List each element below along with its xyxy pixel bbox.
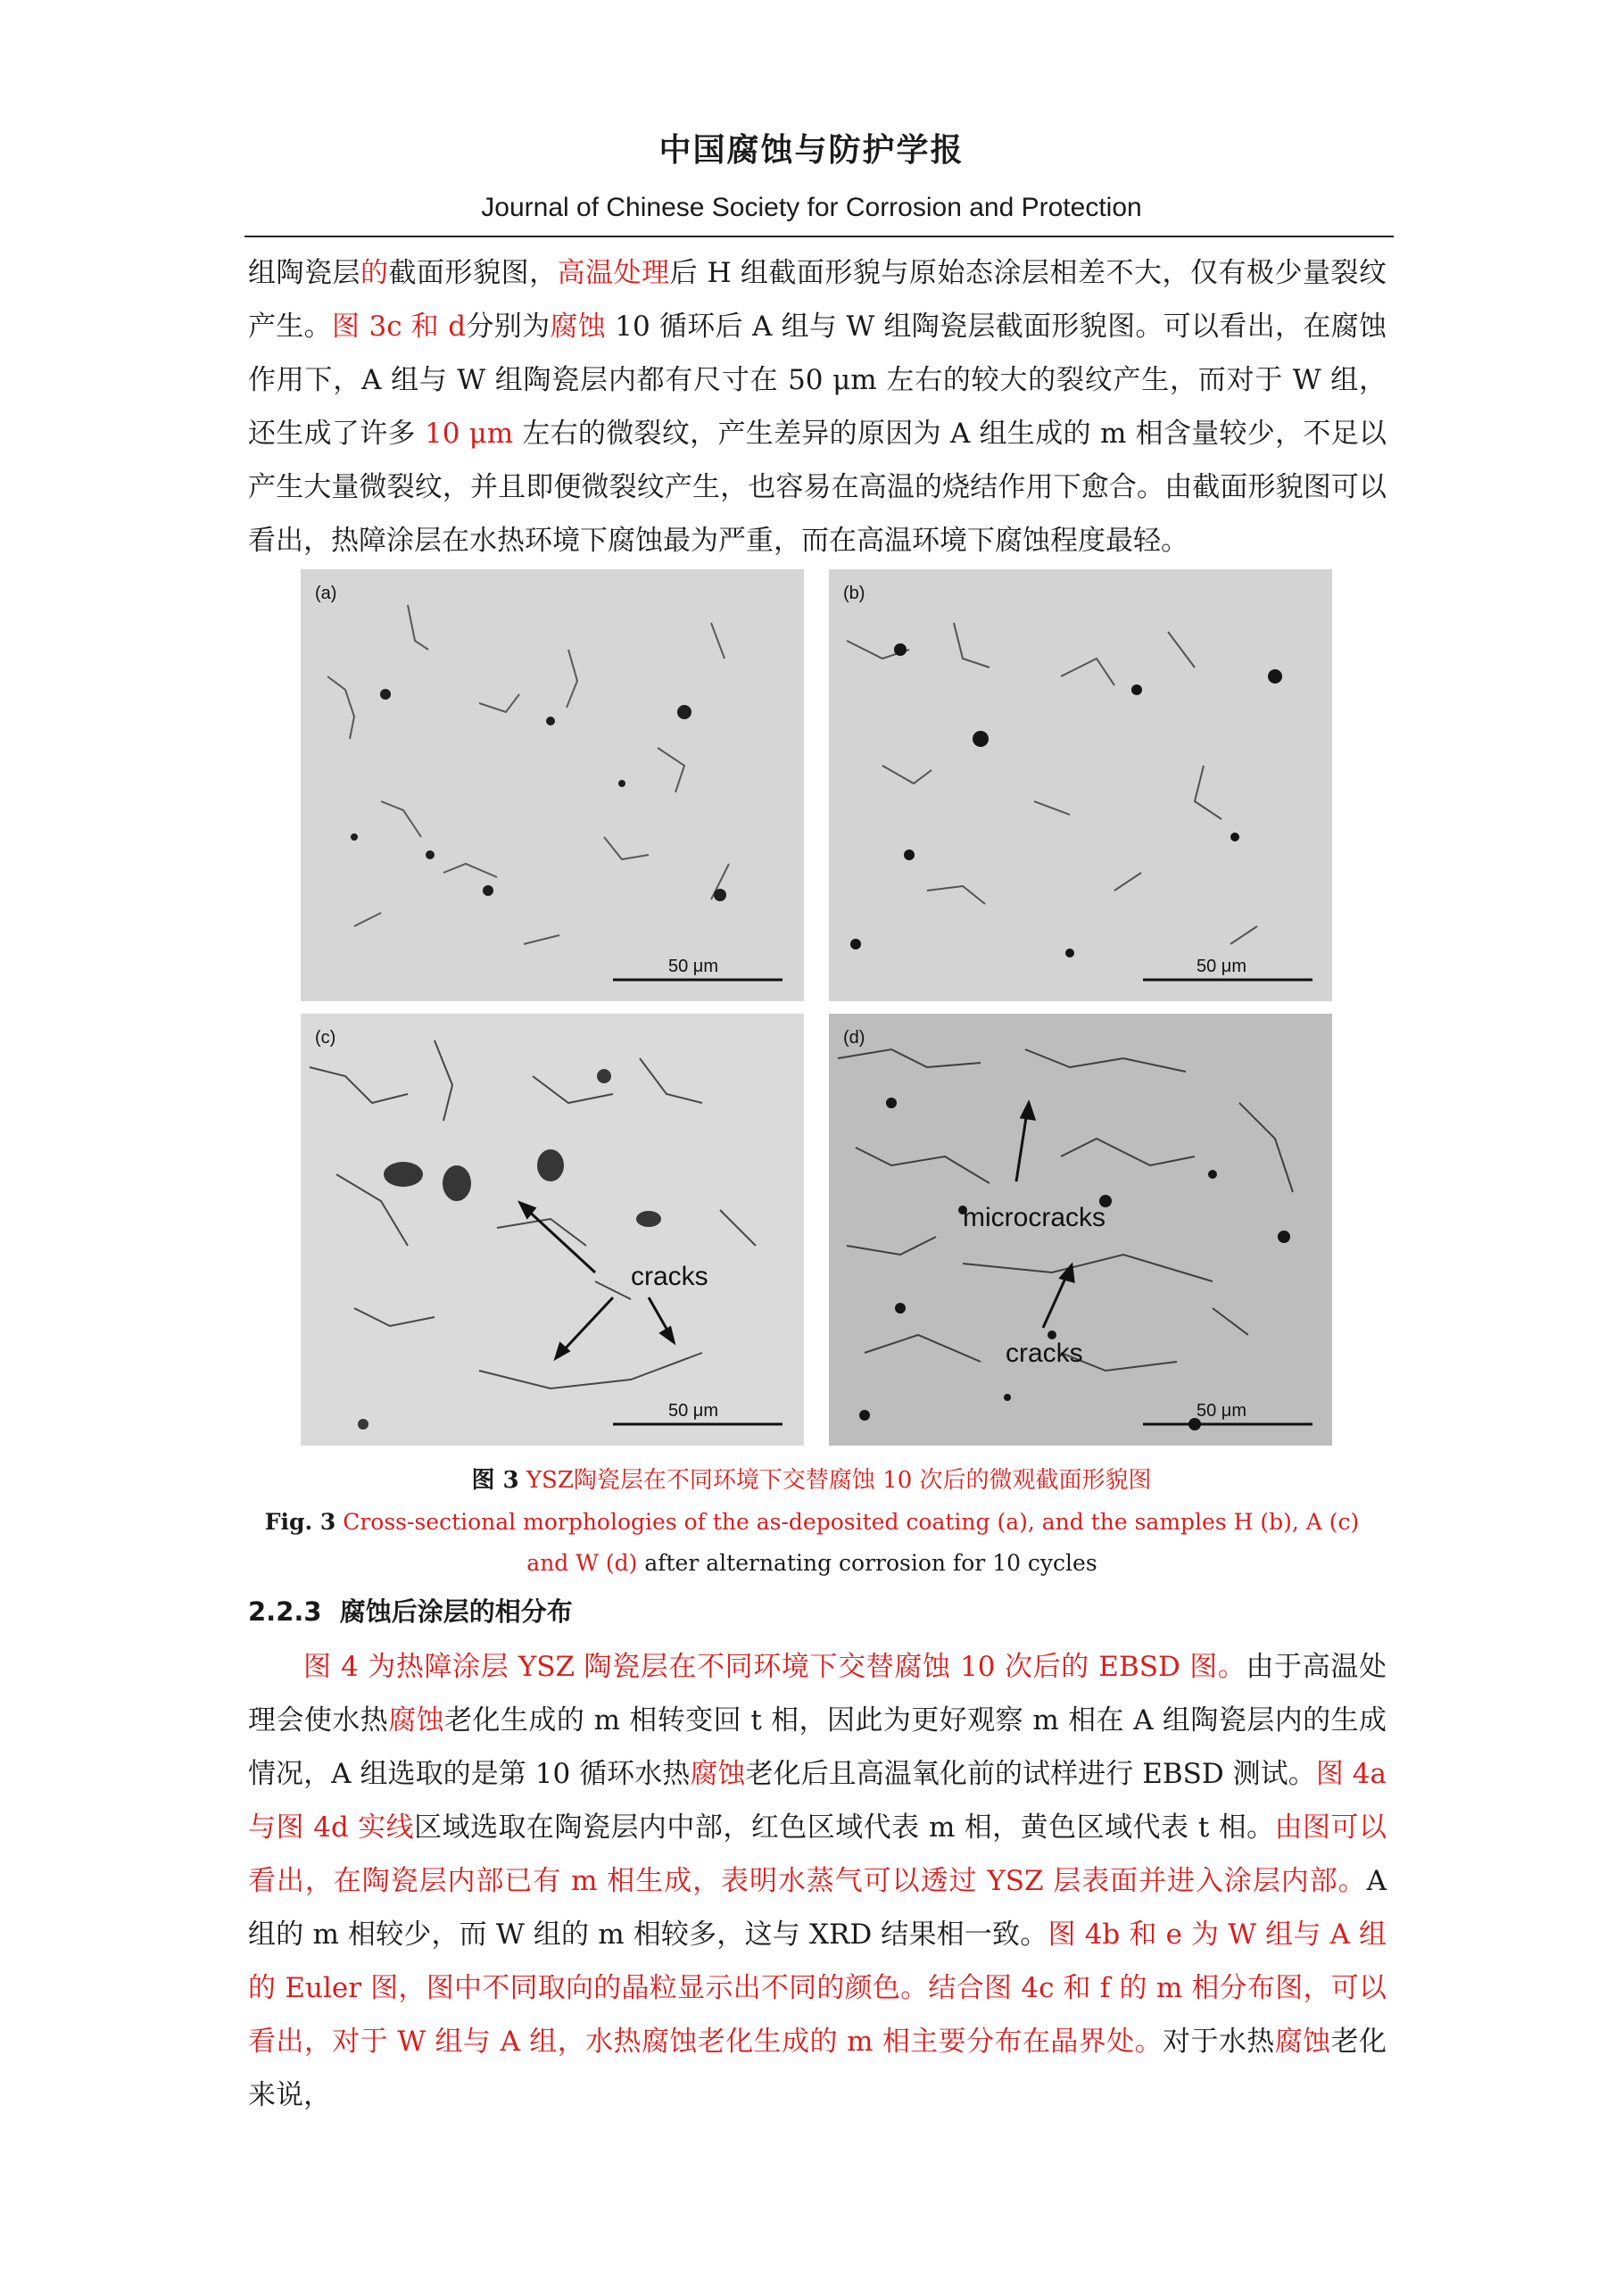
text-span-highlight: 腐蚀 bbox=[550, 311, 607, 343]
caption-text-en: after alternating corrosion for 10 cycles bbox=[637, 1550, 1097, 1576]
paragraph-morphology bbox=[248, 246, 1387, 568]
text-span: 截面形貌图， bbox=[388, 257, 558, 289]
text-span-highlight: 的 bbox=[360, 257, 389, 289]
journal-title-cn: 中国腐蚀与防护学报 bbox=[658, 132, 965, 169]
figure-caption-en bbox=[253, 1502, 1370, 1584]
annotation-cracks-c: cracks bbox=[631, 1262, 708, 1291]
figure-3 bbox=[301, 569, 1334, 1453]
text-span: 老化生成的 m 相转变回 t 相，因此为更好观察 m 相在 A 组陶瓷层内的生成情况，A 组选取的是第 10 循环水热 bbox=[248, 1704, 1387, 1790]
micrograph-panel-a bbox=[301, 569, 804, 1001]
journal-title-en: Journal of Chinese Society for Corrosion and Protection bbox=[481, 193, 1142, 222]
figure-ref-3cd: 图 3c 和 d bbox=[331, 311, 467, 343]
section-heading bbox=[248, 1592, 573, 1629]
text-span: 区域选取在陶瓷层内中部，红色区域代表 m 相，黄色区域代表 t 相。 bbox=[414, 1811, 1275, 1844]
text-span-highlight: 腐蚀 bbox=[1274, 2026, 1331, 2058]
header-rule bbox=[244, 236, 1394, 237]
micrograph-panel-b bbox=[829, 569, 1332, 1001]
scale-bar-label-d: 50 μm bbox=[1197, 1401, 1246, 1421]
figure-ref-4ad: 图 4a 与图 4d 实线 bbox=[248, 1758, 1387, 1844]
caption-text-cn: YSZ陶瓷层在不同环境下交替腐蚀 10 次后的微观截面形貌图 bbox=[518, 1467, 1152, 1494]
caption-number-en: Fig. 3 bbox=[264, 1509, 336, 1535]
scale-bar-label-a: 50 μm bbox=[668, 957, 718, 976]
micrograph-c-texture bbox=[301, 1014, 804, 1446]
micrograph-panel-d bbox=[829, 1014, 1332, 1446]
scale-bar-label-c: 50 μm bbox=[668, 1401, 718, 1421]
text-span: 组陶瓷层 bbox=[248, 257, 361, 289]
panel-label-a: (a) bbox=[315, 584, 337, 603]
panel-label-d: (d) bbox=[843, 1028, 865, 1048]
text-span: 老化来说， bbox=[248, 2026, 1387, 2111]
section-title: 腐蚀后涂层的相分布 bbox=[339, 1596, 573, 1627]
micrograph-b-texture bbox=[829, 569, 1332, 1001]
text-span: 对于水热 bbox=[1163, 2026, 1275, 2058]
text-span: 由于高温处理会使水热 bbox=[248, 1651, 1387, 1737]
paragraph-phase-distribution bbox=[248, 1640, 1387, 2122]
text-span-highlight: 图 4b 和 e 为 W 组与 A 组的 Euler 图，图中不同取向的晶粒显示出不同的颜色。结合图 4c 和 f 的 m 相分布图，可以看出，对于 W 组与 A 组，水热腐蚀老化生成的 m 相主要分布在晶界处。 bbox=[248, 1919, 1387, 2058]
text-span: 老化后且高温氧化前的试样进行 EBSD 测试。 bbox=[745, 1758, 1316, 1790]
text-span: 分别为 bbox=[466, 311, 551, 343]
panel-label-c: (c) bbox=[315, 1028, 336, 1048]
text-span-highlight: 图 4 为热障涂层 YSZ 陶瓷层在不同环境下交替腐蚀 10 次后的 EBSD 图。 bbox=[303, 1651, 1246, 1683]
text-span: 10 循环后 A 组与 W 组陶瓷层截面形貌图。可以看出，在腐蚀作用下，A 组与 W 组陶瓷层内都有尺寸在 50 μm 左右的较大的裂纹产生，而对于 W 组，还生成了许多 bbox=[248, 311, 1387, 450]
text-span: 左右的微裂纹，产生差异的原因为 A 组生成的 m 相含量较少，不足以产生大量微裂纹，并且即便微裂纹产生，也容易在高温的烧结作用下愈合。由截面形貌图可以看出，热障涂层在水热环境下腐蚀最为严重，而在高温环境下腐蚀程度最轻。 bbox=[248, 418, 1387, 557]
micrograph-panel-c bbox=[301, 1014, 804, 1446]
caption-number-cn: 图 3 bbox=[471, 1467, 519, 1494]
caption-text-en-red: Cross-sectional morphologies of the as-deposited coating (a), and the samples H (b), A (c) and W (d) bbox=[335, 1509, 1360, 1576]
text-span-highlight: 高温处理 bbox=[557, 257, 670, 289]
text-span-highlight: 腐蚀 bbox=[388, 1704, 445, 1737]
panel-label-b: (b) bbox=[843, 584, 865, 603]
micrograph-a-texture bbox=[301, 569, 804, 1001]
text-span-highlight: 10 μm bbox=[425, 418, 514, 450]
text-span-highlight: 腐蚀 bbox=[690, 1758, 746, 1790]
text-span-highlight: 由图可以看出，在陶瓷层内部已有 m 相生成，表明水蒸气可以透过 YSZ 层表面并进入涂层内部。 bbox=[248, 1811, 1387, 1897]
annotation-microcracks-d: microcracks bbox=[963, 1203, 1106, 1232]
figure-caption-cn bbox=[0, 1463, 1623, 1498]
section-number: 2.2.3 bbox=[248, 1596, 322, 1627]
text-span: 后 H 组截面形貌与原始态涂层相差不大，仅有极少量裂纹产生。 bbox=[248, 257, 1387, 343]
scale-bar-label-b: 50 μm bbox=[1197, 957, 1246, 976]
annotation-cracks-d: cracks bbox=[1006, 1339, 1083, 1368]
text-span: A 组的 m 相较少，而 W 组的 m 相较多，这与 XRD 结果相一致。 bbox=[248, 1865, 1387, 1951]
